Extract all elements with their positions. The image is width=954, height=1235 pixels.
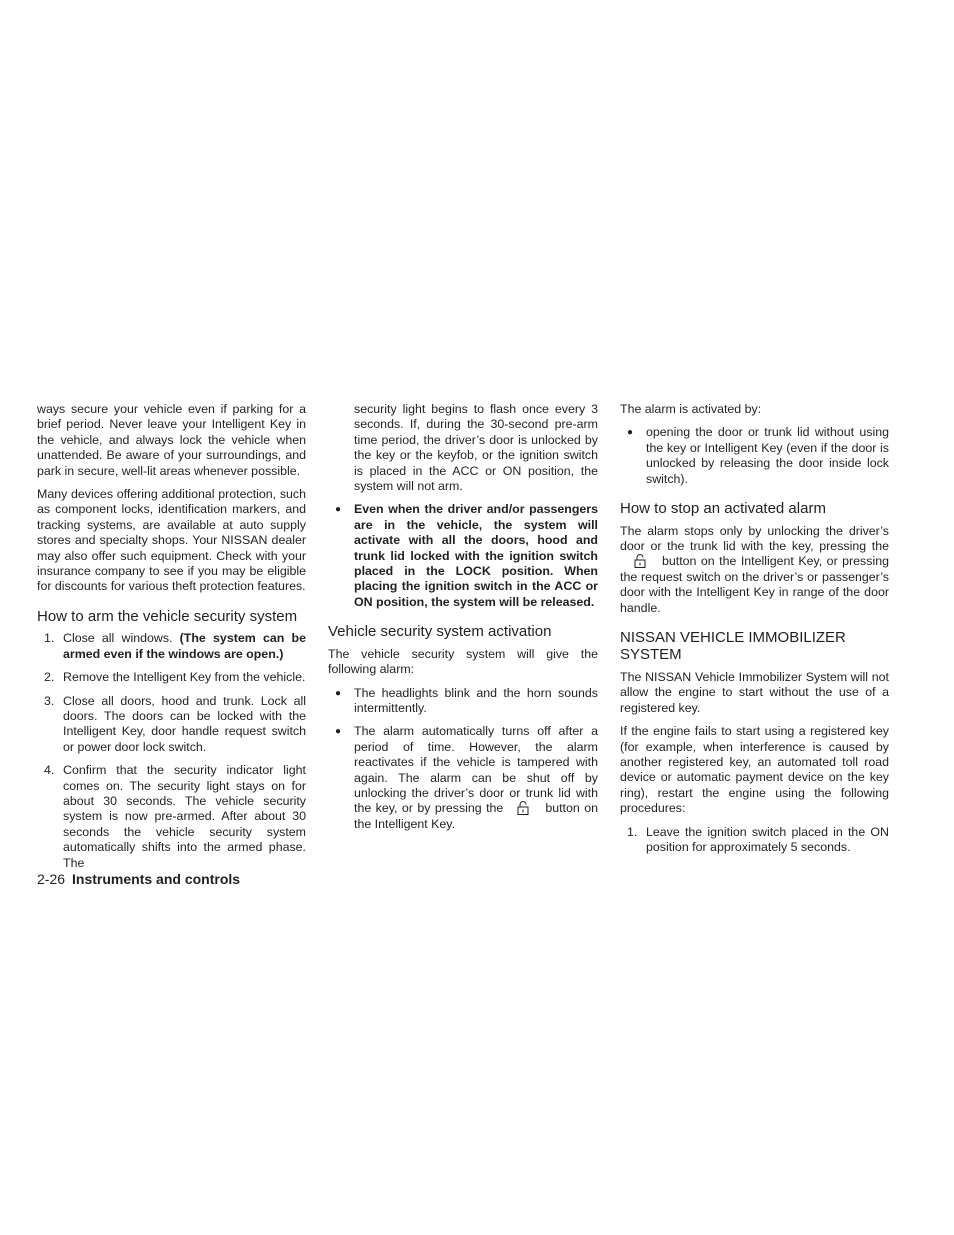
column-2 [328,402,598,840]
unlock-icon [634,554,646,568]
step-4-continuation: security light begins to flash once every 3 seconds. If, during the 30-second pre-arm time period, the driver’s door is unlocked by the key or the keyfob, or the ignition switch is placed in the ACC or ON position, the system will not arm. [354,402,598,494]
list-item [328,724,598,832]
bullet-icon: ● [335,504,342,516]
list-item [328,502,598,610]
step-number: 4. [44,763,55,778]
page-footer [37,871,240,888]
immobilizer-paragraph-1: The NISSAN Vehicle Immobilizer System will not allow the engine to start without the use of a registered key. [620,669,889,715]
column-3 [620,402,889,863]
list-item [37,694,306,756]
step-text: Leave the ignition switch placed in the ON position for approximately 5 seconds. [646,824,889,855]
alarm-text-after: button on the Intelligent Key. [354,801,598,831]
page-number: 2-26 [37,871,66,887]
alarm-list [328,686,598,833]
step-number: 1. [44,631,55,646]
step-text: Close all doors, hood and trunk. Lock all doors. The doors can be locked with the Intelligent Key, door handle request switch or power door lock switch. [63,693,306,754]
stop-text-before: The alarm stops only by unlocking the driver’s door or the trunk lid with the key, pressing the [620,523,889,553]
stop-paragraph [620,524,889,616]
activation-intro: The vehicle security system will give the following alarm: [328,646,598,677]
bullet-icon: ● [335,726,342,738]
list-item [328,686,598,717]
activation-heading: Vehicle security system activation [328,623,552,641]
list-item [620,425,889,487]
intro-paragraph-1: ways secure your vehicle even if parking for a brief period. Never leave your Intelligent Key in the vehicle, and always lock the vehicle when unattended. Be aware of your surroundings, and park in secure, well-lit areas whenever possible. [37,402,306,478]
bullet-icon: ● [627,427,634,439]
activated-list [620,425,889,487]
alarm-text: The headlights blink and the horn sounds intermittently. [354,685,598,715]
step-note-bold: (The system can be armed even if the windows are open.) [63,631,306,661]
column-1 [37,402,306,879]
alarm-text-before: The alarm automatically turns off after a period of time. However, the alarm reactivates if the vehicle is tampered with again. The alarm can be shut off by unlocking the driver’s door or trunk lid with the key, or by pressing the [354,724,598,816]
step-number: 2. [44,670,55,685]
warning-text: Even when the driver and/or passengers are in the vehicle, the system will activate with all the doors, hood and trunk lid locked with the ignition switch placed in the LOCK position. When placing the ignition switch in the ACC or ON position, the system will be released. [354,502,598,609]
list-item [620,825,889,856]
list-item [37,670,306,685]
immobilizer-paragraph-2: If the engine fails to start using a registered key (for example, when interference is caused by another registered key, an automated toll road device or automatic payment device on the key ring), restart the engine using the following procedures: [620,724,889,816]
list-item [37,631,306,662]
stop-heading: How to stop an activated alarm [620,500,826,518]
immobilizer-heading: NISSAN VEHICLE IMMOBILIZER SYSTEM [620,628,846,664]
step-number: 1. [627,824,638,839]
bullet-icon: ● [335,687,342,699]
arm-steps-list [37,631,306,871]
stop-text-after: button on the Intelligent Key, or pressing the request switch on the driver’s or passenger’s door with the Intelligent Key in range of the door handle. [620,554,889,615]
step-text: Confirm that the security indicator light comes on. The security light stays on for about 30 seconds. The vehicle security system is now pre-armed. After about 30 seconds the vehicle security system automatically shifts into the armed phase. The [63,763,306,870]
activated-by: The alarm is activated by: [620,402,762,416]
step-number: 3. [44,693,55,708]
section-title: Instruments and controls [72,871,241,887]
list-item [37,763,306,871]
activated-text: opening the door or trunk lid without using the key or Intelligent Key (even if the door is unlocked by releasing the door inside lock switch). [646,425,889,486]
procedure-list [620,825,889,856]
warning-list [328,502,598,610]
arm-heading: How to arm the vehicle security system [37,607,298,625]
step-text: Close all windows. [63,631,180,646]
intro-paragraph-2: Many devices offering additional protection, such as component locks, identification markers, and tracking systems, are available at auto supply stores and specialty shops. Your NISSAN dealer may also offer such equipment. Check with your insurance company to see if you may be eligible for discounts for various theft protection features. [37,487,306,594]
step-text: Remove the Intelligent Key from the vehicle. [63,670,306,685]
unlock-icon [517,801,529,815]
